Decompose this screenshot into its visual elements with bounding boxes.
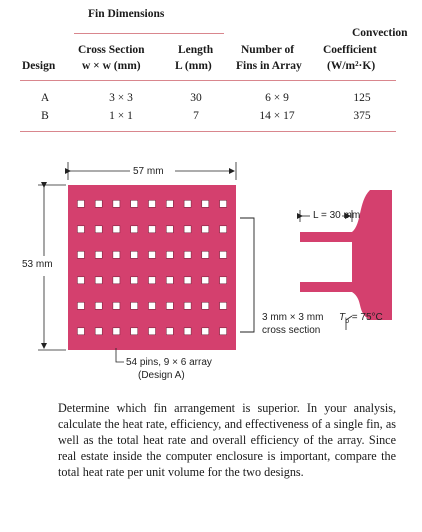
height-label: 53 mm (22, 259, 53, 270)
pin-hole (113, 226, 120, 233)
row-b-h: 375 (353, 110, 371, 122)
pin-hole (95, 251, 102, 258)
pin-hole (77, 200, 84, 207)
problem-statement: Determine which fin arrangement is superior. In your analysis, calculate the heat rate, efficiency, and effectiveness of a single fin, as well as the total heat rate and overall efficiency of the array. Since real estate inside the computer enclosure is important, compare the total heat rate per unit volume for the two designs. (58, 401, 396, 479)
pin-hole (77, 277, 84, 284)
pin-hole (166, 226, 173, 233)
bracket-line (240, 218, 254, 332)
cross-section-caption: cross section (262, 325, 321, 336)
pin-hole (166, 328, 173, 335)
pin-hole (113, 302, 120, 309)
pin-hole (166, 277, 173, 284)
pin-hole (149, 251, 156, 258)
pin-hole (131, 302, 138, 309)
pin-hole (131, 328, 138, 335)
pin-hole (113, 277, 120, 284)
pin-hole (131, 277, 138, 284)
base-plate (68, 185, 236, 350)
pin-hole (220, 302, 227, 309)
pin-hole (149, 226, 156, 233)
conv-header-2: Coefficient (323, 44, 377, 56)
pin-hole (166, 302, 173, 309)
array-caption: (Design A) (138, 370, 185, 381)
cross-section-header: Cross Section (78, 44, 145, 56)
row-b-cross-section: 1 × 1 (109, 110, 133, 122)
pin-hole (184, 251, 191, 258)
pin-hole (202, 328, 209, 335)
number-sub-header: Fins in Array (236, 60, 302, 72)
pin-hole (166, 200, 173, 207)
row-a-h: 125 (353, 92, 371, 104)
pin-hole (95, 200, 102, 207)
pin-hole (77, 251, 84, 258)
pin-hole (184, 328, 191, 335)
pin-hole (220, 226, 227, 233)
pin-hole (149, 200, 156, 207)
pin-hole (149, 302, 156, 309)
pin-hole (184, 302, 191, 309)
pin-hole (113, 251, 120, 258)
pin-hole (95, 277, 102, 284)
row-a-length: 30 (190, 92, 202, 104)
number-header: Number of (241, 44, 295, 56)
row-a-design: A (40, 92, 50, 104)
pin-hole (77, 328, 84, 335)
pin-hole (220, 277, 227, 284)
pin-hole (113, 200, 120, 207)
bottom-rule (20, 131, 396, 132)
pin-hole (95, 328, 102, 335)
group-header: Fin Dimensions (88, 8, 165, 20)
pin-hole (220, 200, 227, 207)
cross-section-unit: w × w (mm) (82, 60, 141, 72)
pin-hole (202, 277, 209, 284)
pin-hole (77, 226, 84, 233)
pin-hole (166, 251, 173, 258)
pin-hole (220, 251, 227, 258)
pin-hole (95, 302, 102, 309)
pin-hole (202, 226, 209, 233)
width-label: 57 mm (133, 166, 164, 177)
pin-hole (131, 251, 138, 258)
pin-hole (131, 226, 138, 233)
header-rule (20, 80, 396, 81)
row-a-fins: 6 × 9 (265, 92, 289, 104)
pin-callout-leader (116, 348, 124, 362)
tb-label: $T_b = 75^\circ C$ (339, 312, 383, 325)
conv-unit: (W/m²·K) (327, 60, 376, 72)
pin-hole (77, 302, 84, 309)
array-label: 54 pins, 9 × 6 array (126, 357, 212, 368)
pin-hole (184, 226, 191, 233)
row-b-fins: 14 × 17 (259, 110, 295, 122)
pin-hole (202, 200, 209, 207)
pin-hole (131, 200, 138, 207)
pin-hole (95, 226, 102, 233)
length-unit: L (mm) (175, 60, 212, 72)
pin-hole (184, 200, 191, 207)
pin-hole (202, 251, 209, 258)
row-a-cross-section: 3 × 3 (109, 92, 133, 104)
fin-array-figure (0, 150, 422, 390)
conv-header-1: Convection (352, 27, 408, 39)
design-header: Design (22, 60, 56, 72)
pin-hole (149, 277, 156, 284)
row-b-design: B (41, 110, 49, 122)
group-rule (74, 33, 224, 34)
pin-hole (184, 277, 191, 284)
cross-section-label: 3 mm × 3 mm (262, 312, 324, 323)
length-label: L = 30 mm (313, 210, 361, 221)
pin-hole (113, 328, 120, 335)
pin-hole (220, 328, 227, 335)
pin-hole (202, 302, 209, 309)
pin-hole (149, 328, 156, 335)
length-header: Length (178, 44, 214, 56)
row-b-length: 7 (193, 110, 199, 122)
